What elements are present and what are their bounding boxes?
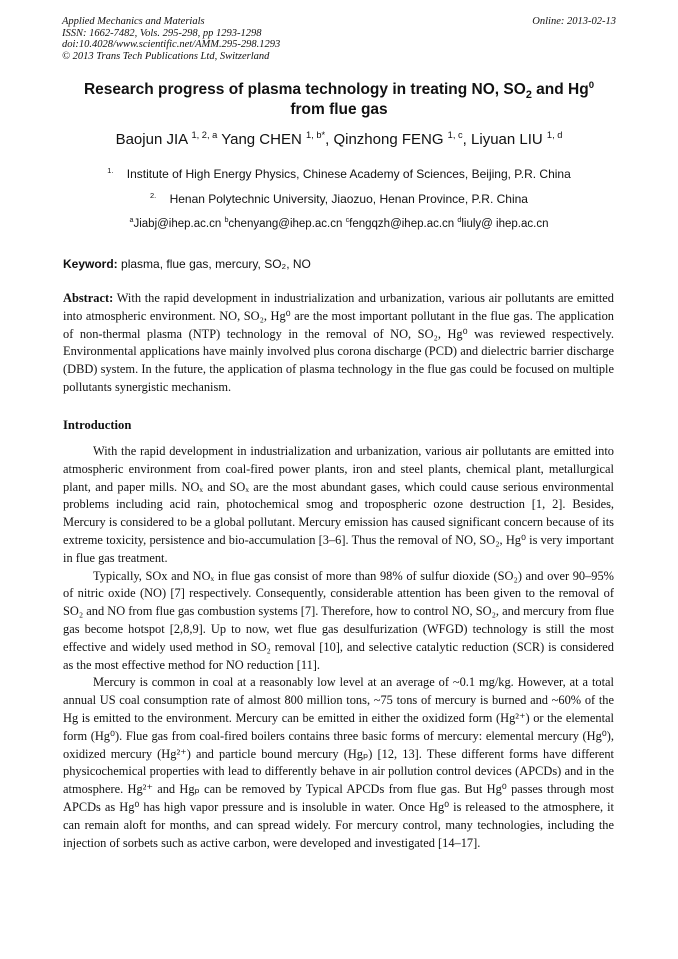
journal-name: Applied Mechanics and Materials — [62, 16, 205, 27]
title-line1-part1: Research progress of plasma technology in treating NO, SO — [83, 81, 526, 98]
intro-paragraph-1: With the rapid development in industrialization and urbanization, various air pollutants are emitted into atmospheric environment from coal-fired power plants, iron and steel plants, chemical plant, metallurgical plant, and paper mills. NOₓ and SOₓ are the most abundant gases, which could cause serious environmental problems including acid rain, photochemical smog and tropospheric ozone destruction [1, 2]. Besides, Mercury is considered to be a global pollutant. Mercury emission has caused significant concern because of its extreme toxicity, persistence and bio-accumulation [3–6]. Thus the removal of NO, SO₂, Hg⁰ is very important in flue gas treatment. — [63, 444, 614, 565]
author-name: Qinzhong FENG — [333, 131, 444, 148]
email-address[interactable]: Jiabj@ihep.ac.cn — [133, 218, 222, 230]
doi-line: doi:10.4028/www.scientific.net/AMM.295-298.1293 — [62, 39, 281, 50]
affiliation-mark: 1. — [107, 166, 114, 175]
title-hg-superscript: 0 — [588, 79, 595, 91]
affiliation-text: Henan Polytechnic University, Jiaozuo, Henan Province, P.R. China — [169, 192, 528, 206]
paper-title — [62, 80, 616, 120]
title-line1-part2: and Hg — [531, 81, 589, 98]
author-name: Yang CHEN — [221, 131, 302, 148]
keywords-text: plasma, flue gas, mercury, SO₂, NO — [121, 257, 311, 271]
intro-paragraph-3: Mercury is common in coal at a reasonably low level at an average of ~0.1 mg/kg. However, at a total annual US coal consumption rate of almost 800 million tons, ~75 tons of mercury is burned and ~60% of the Hg is emitted to the environment. Mercury can be emitted in either the oxidized form (Hg²⁺) or the elemental form (Hg⁰). Flue gas from coal-fired boilers contains three basic forms of mercury: elemental mercury (Hg⁰), oxidized mercury (Hg²⁺) and particle bound mercury (Hgₚ) [12, 13]. These different forms have different physicochemical properties with lead to differently behave in air pollution control devices (APCDs) and in the atmosphere. Hg²⁺ and Hgₚ can be removed by Typical APCDs from flue gas. But Hg⁰ passes through most APCDs as Hg⁰ has high vapor pressure and is insoluble in water. Once Hg⁰ is released to the atmosphere, it can remain aloft for months, and can spread widely. For mercury control, many technologies, including the injection of sorbets such as active carbon, were developed and investigated [14–17]. — [63, 675, 614, 850]
introduction-body — [63, 443, 614, 852]
author-affil-mark: 1, 2, a — [191, 130, 218, 140]
email-mark: b — [224, 216, 229, 225]
online-date: Online: 2013-02-13 — [532, 16, 616, 27]
author-affil-mark: 1, b* — [305, 130, 326, 140]
author-affil-mark: 1, c — [447, 130, 463, 140]
affiliation-text: Institute of High Energy Physics, Chinese Academy of Sciences, Beijing, P.R. China — [126, 167, 571, 181]
email-address[interactable]: chenyang@ihep.ac.cn — [228, 218, 343, 230]
affiliation-2 — [62, 192, 616, 206]
email-mark: c — [345, 216, 350, 225]
email-list — [62, 218, 616, 230]
section-heading-introduction: Introduction — [63, 418, 132, 432]
intro-paragraph-2: Typically, SOx and NOₓ in flue gas consist of more than 98% of sulfur dioxide (SO₂) and over 90–95% of nitric oxide (NO) [7] respectively. Consequently, considerable attention has been given to the removal of SO₂ and NO from flue gas combustion systems [7]. Therefore, how to control NO, SO₂, and mercury from flue gas become hotspot [2,8,9]. Up to now, wet flue gas desulfurization (WFGD) technology is still the most effective and widely used method in SO₂ removal [10], and selective catalytic reduction (SCR) is considered as the most effective method for NO reduction [11]. — [63, 568, 614, 672]
title-line2: from flue gas — [290, 101, 388, 118]
email-address[interactable]: fengqzh@ihep.ac.cn — [349, 218, 455, 230]
copyright-line: © 2013 Trans Tech Publications Ltd, Switzerland — [62, 50, 270, 62]
email-address[interactable]: liuly@ ihep.ac.cn — [461, 218, 549, 230]
affiliation-mark: 2. — [150, 191, 157, 200]
affiliation-1 — [62, 167, 616, 181]
abstract-label: Abstract: — [63, 291, 114, 305]
email-mark: a — [129, 216, 134, 225]
journal-header — [62, 16, 616, 62]
abstract-text: With the rapid development in industrialization and urbanization, various air pollutants are emitted into atmospheric environment. NO, SO₂, Hg⁰ are the most important pollutant in the flue gas. The application of non-thermal plasma (NTP) technology in the removal of NO, SO₂, Hg⁰ was reviewed respectively. Environmental applications have mainly involved plus corona discharge (PCD) and dielectric barrier discharge (DBD) system. In the future, the application of plasma technology in the flue gas could be focused on multiple pollutants synergistic mechanism. — [63, 291, 614, 394]
title-so2-subscript: 2 — [525, 89, 532, 102]
author-list: Baojun JIA $^{1, 2, a}$ Yang CHEN $^{1, b*}$, Qinzhong FENG $^{1, c}$, Liyuan LIU $^{1, d}$ — [115, 130, 563, 148]
author-name: Liyuan LIU — [471, 131, 543, 148]
keywords — [63, 257, 311, 271]
keywords-label: Keyword: — [63, 257, 118, 271]
email-mark: d — [457, 216, 462, 225]
author-affil-mark: 1, d — [546, 130, 563, 140]
author-name: Baojun JIA — [115, 131, 188, 148]
issn-line: ISSN: 1662-7482, Vols. 295-298, pp 1293-1298 — [62, 27, 262, 39]
abstract — [63, 290, 614, 397]
